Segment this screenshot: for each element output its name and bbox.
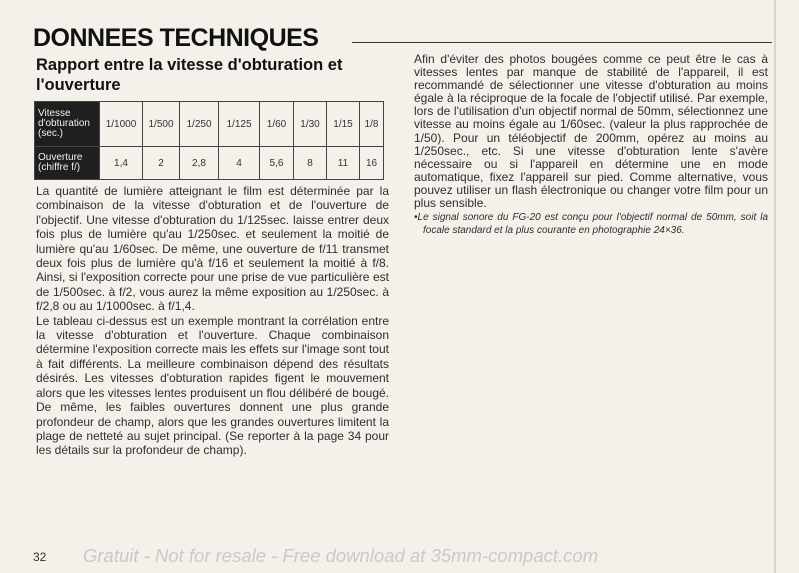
footnote-beeper: •Le signal sonore du FG-20 est conçu pour l'objectif normal de 50mm, soit la focale standard et la plus courante en photographie 24×36. [414,212,768,236]
table-cell: 11 [327,147,360,180]
table-cell: 1,4 [100,147,143,180]
table-cell: 1/60 [260,102,294,147]
table-cell: 4 [219,147,260,180]
table-cell: 2,8 [180,147,219,180]
page-number: 32 [33,550,47,564]
table-cell: 16 [360,147,384,180]
paragraph-camera-shake: Afin d'éviter des photos bougées comme ce peut être le cas à vitesses lentes par manque de stabilité de l'appareil, il est recommandé de sélectionner une vitesse d'obturation au moins égale à la réciproque de la focale de l'objectif utilisé. Par exemple, lors de l'utilisation d'un objectif normal de 50mm, sélectionnez une vitesse au moins égale au 1/60sec. (valeur la plus rapprochée de 1/50). Pour un téléobjectif de 200mm, opérez au moins au 1/250sec., etc. Si une vitesse d'obturation lente s'avère nécessaire ou si l'appareil en détermine une en mode automatique, fixez l'appareil sur pied. Comme alternative, vous pouvez utiliser un flash électronique ou changer votre film pour un plus sensible. [414,52,768,211]
table-cell: 1/125 [219,102,260,147]
title-rule [352,42,772,43]
left-column [36,184,389,458]
watermark: Gratuit - Not for resale - Free download at 35mm-compact.com [83,545,599,566]
page-title: DONNEES TECHNIQUES [33,24,319,52]
shutter-speed-row [35,102,384,147]
table-cell: 1/8 [360,102,384,147]
table-cell: 1/15 [327,102,360,147]
right-column [414,53,768,237]
table-cell: 1/30 [294,102,327,147]
section-subtitle: Rapport entre la vitesse d'obturation et l'ouverture [36,56,343,94]
table-cell: 2 [143,147,180,180]
table-cell: 1/250 [180,102,219,147]
aperture-row [35,147,384,180]
aperture-header: Ouverture (chiffre f/) [35,147,100,180]
table-cell: 5,6 [260,147,294,180]
table-cell: 8 [294,147,327,180]
paragraph-table-explanation: Le tableau ci-dessus est un exemple montrant la corrélation entre la vitesse d'obturation et l'ouverture. Chaque combinaison détermine l'exposition correcte mais les effets sur l'image sont tout à fait différents. La meilleure combinaison dépend des résultats désirés. Les vitesses d'obturation rapides figent le mouvement alors que les vitesses lentes produisent un flou délibéré de bougé. De même, les faibles ouvertures donnent une plus grande profondeur de champ, alors que les grandes ouvertures limitent la plage de netteté au sujet principal. (Se reporter à la page 34 pour les détails sur la profondeur de champ). [36,313,389,458]
shutter-aperture-table [34,101,384,180]
paragraph-exposure: La quantité de lumière atteignant le film est déterminée par la combinaison de la vitesse d'obturation et de l'ouverture de l'objectif. Une vitesse d'obturation du 1/125sec. laisse entrer deux fois plus de lumière qu'au 1/250sec. et seulement la moitié de lumière qu'au 1/60sec. De même, une ouverture de f/11 transmet deux fois plus de lumière qu'à f/16 et seulement la moitié à f/8. Ainsi, si l'exposition correcte pour une prise de vue particulière est de 1/500sec. à f/2, vous aurez la même exposition au 1/250sec. à f/2,8 ou au 1/1000sec. à f/1,4. [36,184,389,314]
shutter-speed-header: Vitesse d'obturation (sec.) [35,102,100,147]
page-edge [774,0,776,573]
table-cell: 1/500 [143,102,180,147]
table-cell: 1/1000 [100,102,143,147]
